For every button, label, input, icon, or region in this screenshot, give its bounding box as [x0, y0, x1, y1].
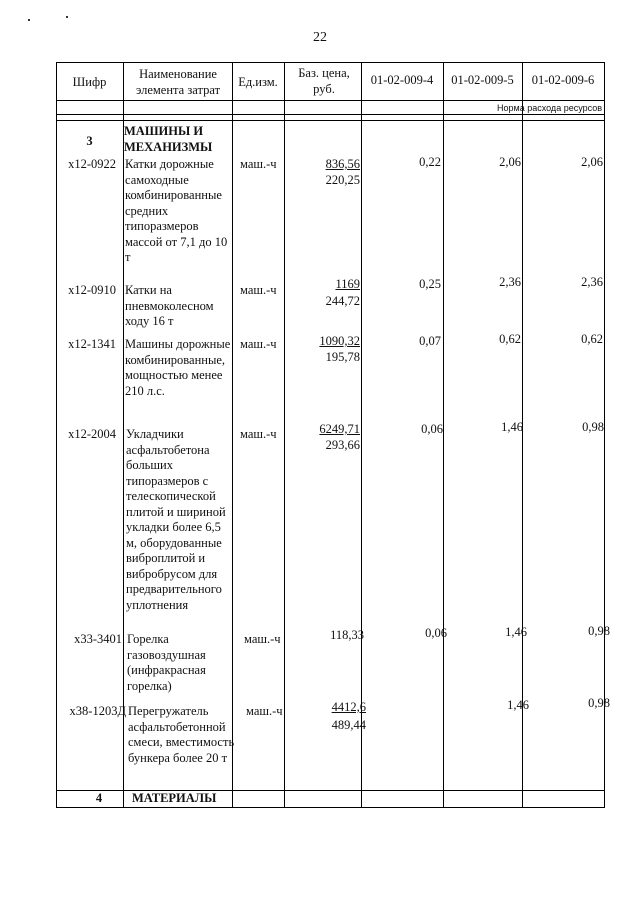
row-value-3: 2,06 [581, 155, 603, 169]
row-unit: маш.-ч [240, 157, 277, 171]
row-name: Укладчики асфальтобетона больших типоразмеров с телескопической плитой и шириной укладки более 6,5 м, оборудованные виброплитой и вибробрусом для предварительного уплотнения [126, 427, 226, 612]
row-price-top: 6249,71 [319, 422, 360, 436]
row-value-1: 0,06 [425, 626, 447, 640]
row-price-bottom: 220,25 [325, 173, 360, 187]
row-unit: маш.-ч [246, 704, 283, 718]
row-price-top: 4412,6 [331, 700, 366, 714]
row-value-3: 0,98 [588, 696, 610, 710]
row-price-top: 1090,32 [319, 334, 360, 348]
row-name: Катки дорожные самоходные комбинированные средних типоразмеров массой от 7,1 до 10 т [125, 157, 228, 264]
row-name: Катки на пневмоколесном ходу 16 т [125, 283, 214, 328]
row-value-3: 0,62 [581, 332, 603, 346]
row-name: Машины дорожные комбинированные, мощностью менее 210 л.с. [125, 337, 231, 398]
row-value-1: 0,22 [419, 155, 441, 169]
row-code: х12-0910 [68, 283, 116, 297]
header-col3: 01-02-009-6 [531, 73, 595, 87]
row-value-2: 2,36 [499, 275, 521, 289]
row-code: х12-2004 [68, 427, 116, 441]
row-value-2: 1,46 [501, 420, 523, 434]
header-col2: 01-02-009-5 [451, 73, 514, 87]
row-price-bottom: 244,72 [325, 294, 360, 308]
row-name: Горелка газовоздушная (инфракрасная горелка) [127, 632, 206, 693]
row-code: х33-3401 [74, 632, 122, 646]
row-code: х12-1341 [68, 337, 116, 351]
page-number: 22 [313, 30, 327, 45]
row-unit: маш.-ч [240, 427, 277, 441]
row-value-3: 0,98 [588, 624, 610, 638]
row-price-bottom: 195,78 [325, 350, 360, 364]
header-price: Баз. цена, руб. [298, 66, 350, 96]
section-title: МАТЕРИАЛЫ [132, 791, 217, 805]
section-number: 4 [95, 791, 103, 805]
row-code: х38-1203Д [69, 704, 126, 718]
norm-caption: Норма расхода ресурсов [497, 103, 602, 113]
row-value-2: 0,62 [499, 332, 521, 346]
row-unit: маш.-ч [240, 337, 277, 351]
row-name: Перегружатель асфальтобетонной смеси, вместимость бункера более 20 т [128, 704, 235, 765]
row-price-bottom: 489,44 [331, 718, 366, 732]
section-number: 3 [86, 134, 93, 148]
resource-table [56, 62, 610, 808]
row-value-1: 0,06 [421, 422, 443, 436]
header-code: Шифр [72, 75, 107, 89]
row-value-3: 2,36 [581, 275, 603, 289]
row-price-bottom: 293,66 [325, 438, 360, 452]
row-value-2: 1,46 [507, 698, 529, 712]
header-unit: Ед.изм. [238, 75, 278, 89]
row-unit: маш.-ч [240, 283, 277, 297]
row-value-3: 0,98 [582, 420, 604, 434]
row-unit: маш.-ч [244, 632, 281, 646]
scan-speck [28, 19, 30, 21]
row-value-1: 0,07 [419, 334, 441, 348]
header-col1: 01-02-009-4 [370, 73, 434, 87]
section-title: МАШИНЫ И МЕХАНИЗМЫ [124, 124, 213, 154]
row-value-2: 2,06 [499, 155, 521, 169]
row-value-2: 1,46 [505, 625, 527, 639]
row-value-1: 0,25 [419, 277, 441, 291]
row-price-top: 836,56 [325, 157, 360, 171]
scan-speck [66, 16, 68, 18]
row-price-top: 1169 [335, 277, 360, 291]
row-code: х12-0922 [68, 157, 116, 171]
row-price-top: 118,33 [330, 628, 364, 642]
header-name: Наименование элемента затрат [135, 67, 221, 97]
